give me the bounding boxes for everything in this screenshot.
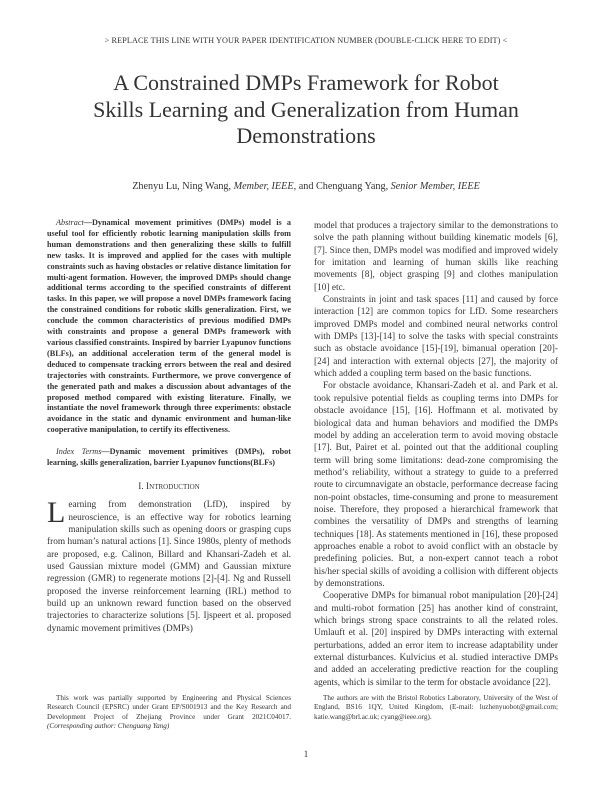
section-heading-introduction — [47, 481, 291, 493]
index-terms-text: Dynamic movement primitives (DMPs), robot learning, skills generalization, barrier Lyapunov functions(BLFs) — [47, 447, 292, 468]
funding-footnote — [47, 694, 291, 731]
abstract-dash: — — [83, 218, 92, 227]
paper-id-placeholder-line[interactable]: > REPLACE THIS LINE WITH YOUR PAPER IDENTIFICATION NUMBER (DOUBLE-CLICK HERE TO EDIT) < — [104, 36, 508, 45]
author-names-1: Zhenyu Lu, Ning Wang, — [132, 181, 234, 192]
funding-text: This work was partially supported by Engineering and Physical Sciences Research Council (EPSRC) under Grant EP/S001913 and the Key Research and Development Project of Zhejiang Province under Grant 2021C04017. — [47, 694, 291, 721]
right-column — [314, 220, 558, 689]
index-terms-lead: Index Terms — [56, 447, 102, 457]
author-role-2: Senior Member, IEEE — [390, 181, 480, 192]
page-number: 1 — [303, 749, 309, 759]
abstract — [47, 218, 291, 436]
title-line-2: Skills Learning and Generalization from Human — [93, 96, 519, 122]
right-paragraph-1: model that produces a trajectory similar to the demonstrations to solve the path planning without building kinematic models [6], [7]. Since then, DMPs model was modified and improved widely for imitation and learning of human skills like reaching movements [8], object grasping [9] and clothes manipulation [10] etc. — [314, 221, 558, 293]
right-paragraph-3: For obstacle avoidance, Khansari-Zadeh et al. and Park et al. took repulsive potential fields as coupling terms into DMPs for obstacle avoidance [15], [16]. Hoffmann et al. motivated by biological data and human behaviors and modified the DMPs model by adding an acceleration term to avoid moving obstacle [17]. But, Pairet et al. pointed out that the additional coupling term will bring some limitations: dead-zone compromising the method’s reliability, without a strategy to guide to a preferred route to circumnavigate an obstacle, performance decrease facing non-point obstacles, time-consuming and prone to measurement noise. Therefore, they proposed a hierarchical framework that combines the versatility of DMPs and strengths of learning techniques [18]. As statements mentioned in [16], these proposed approaches enable a robot to avoid conflict with an obstacle by predefining policies. But, a non-expert cannot teach a robot his/her special skills of avoiding a collision with different objects by demonstrations. — [314, 381, 558, 589]
drop-cap-letter: L — [47, 496, 66, 530]
abstract-paragraph — [47, 218, 291, 436]
corresponding-author-note: (Corresponding author: Chenguang Yang) — [47, 721, 170, 730]
affiliation-footnote — [314, 694, 558, 722]
title-line-3: Demonstrations — [236, 123, 376, 148]
author-line — [56, 181, 556, 192]
right-paragraph-4: Cooperative DMPs for bimanual robot manipulation [20]-[24] and multi-robot formation [25] has another kind of constraint, which brings strong space constraints to all the related roles. Umlauft et al. [20] inspired by DMPs interacting with external perturbations, added an error item to increase adaptability under external disturbances. Kulvicius et al. studied interactive DMPs and added an accelerating predictive reaction for the coupling agents, which is similar to the term for obstacle avoidance [22]. — [314, 591, 558, 688]
abstract-text: Dynamical movement primitives (DMPs) model is a useful tool for efficiently robotic learning manipulation skills from human demonstrations and then generalizing these skills to fulfill new tasks. It is improved and applied for the cases with multiple constraints such as having obstacles or relative distance limitation for multi-agent formation. However, the improved DMPs should change additional terms according to the specified constraints of different tasks. In this paper, we will propose a novel DMPs framework facing the constrained conditions for robotic skills generalization. First, we conclude the common characteristics of previous modified DMPs with constraints and propose a general DMPs framework with various classified constraints. Inspired by barrier Lyapunov functions (BLFs), an additional acceleration term of the general model is deduced to compensate tracking errors between the real and desired trajectories with constraints. Furthermore, we prove convergence of the generated path and makes a discussion about advantages of the proposed method compared with existing literature. Finally, we instantiate the novel framework through three experiments: obstacle avoidance in the static and dynamic environment and human-like cooperative manipulation, to certify its effectiveness. — [47, 218, 291, 435]
abstract-lead: Abstract — [56, 218, 84, 227]
affiliation-footnote-text: The authors are with the Bristol Robotics Laboratory, University of the West of England, BS16 1QY, United Kingdom, (E-mail: luzhenyuobot@gmail.com; katie.wang@brl.ac.uk; cyang@ieee.org). — [314, 694, 558, 721]
section-title: Introduction — [146, 481, 200, 492]
author-role-1: Member, IEEE — [233, 181, 294, 192]
index-terms-dash: — — [101, 447, 110, 457]
left-column — [47, 218, 291, 635]
intro-paragraph-text: earning from demonstration (LfD), inspired by neuroscience, is an effective way for robotics learning manipulation skills such as opening doors or grasping cups from human’s natural actions [1]. Since 1980s, plenty of methods are proposed, e.g. Calinon, Billard and Khansari-Zadeh et al. used Gaussian mixture model (GMM) and Gaussian mixture regression (GMR) to regenerate motions [2]-[4]. Ng and Russell proposed the inverse reinforcement learning (IRL) method to build up an unknown reward function based on the observed trajectories to characterize solutions [5]. Ijspeert et al. proposed dynamic movement primitives (DMPs) — [47, 500, 291, 634]
intro-paragraph-1 — [47, 496, 291, 635]
section-numeral: I. — [138, 481, 144, 492]
index-terms — [47, 447, 291, 469]
paper-title — [56, 70, 556, 150]
funding-footnote-text — [47, 694, 291, 731]
author-names-2: , and Chenguang Yang, — [293, 181, 391, 192]
right-paragraph-2: Constraints in joint and task spaces [11] and caused by force interaction [12] are common topics for LfD. Some researchers improved DMPs model and combined neural networks control with DMPs [13]-[14] to solve the tasks with special constraints such as obstacle avoidance [15]-[19], bimanual operation [20]-[24] and interaction with external objects [27], the majority of which added a coupling term based on the basic functions. — [314, 295, 558, 380]
title-line-1: A Constrained DMPs Framework for Robot — [113, 70, 499, 95]
